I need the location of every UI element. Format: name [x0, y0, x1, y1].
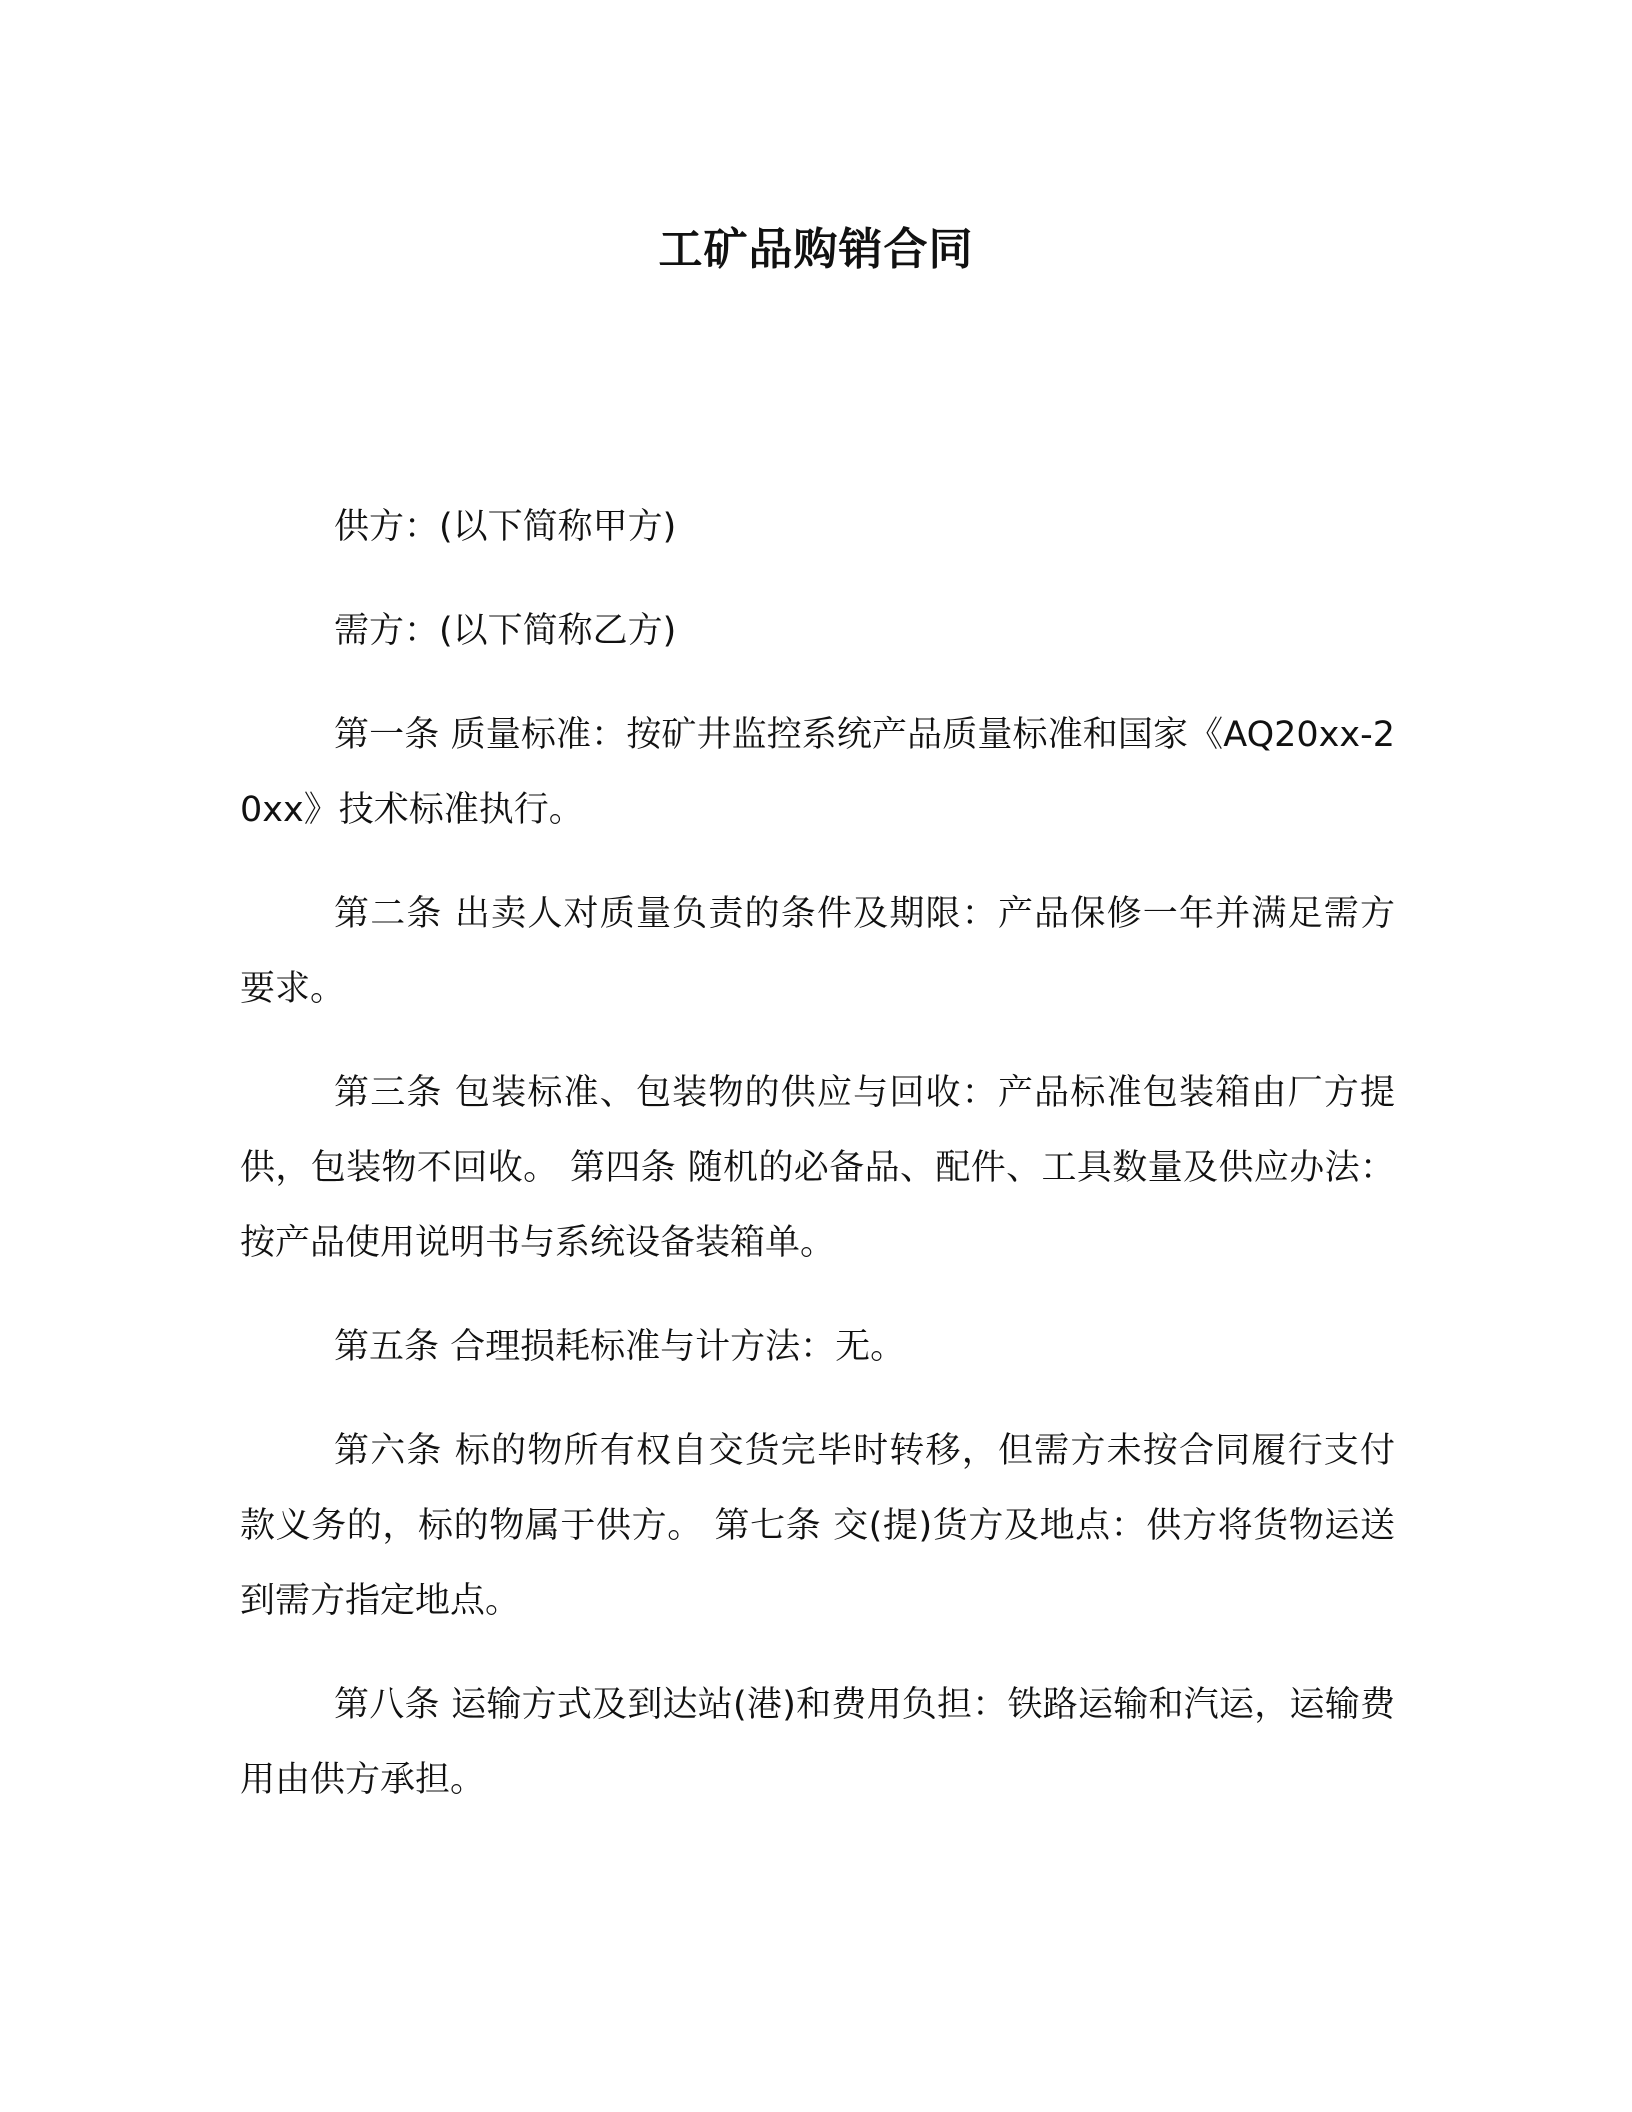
- article-5: 第五条 合理损耗标准与计方法：无。: [334, 1327, 906, 1367]
- article-2: 第二条 出卖人对质量负责的条件及期限：产品保修一年并满足需方要求。: [240, 894, 1395, 1009]
- buyer-line: 需方：(以下简称乙方): [334, 611, 677, 651]
- document-title: 工矿品购销合同: [658, 224, 974, 275]
- document-body: [240, 490, 1395, 1847]
- article-3-4: 第三条 包装标准、包装物的供应与回收：产品标准包装箱由厂方提供，包装物不回收。 第四条 随机的必备品、配件、工具数量及供应办法：按产品使用说明书与系统设备装箱单。: [240, 1073, 1395, 1263]
- supplier-line: 供方：(以下简称甲方): [334, 507, 677, 547]
- article-1: 第一条 质量标准：按矿井监控系统产品质量标准和国家《AQ20xx-20xx》技术标准执行。: [240, 715, 1395, 830]
- article-6-7: 第六条 标的物所有权自交货完毕时转移，但需方未按合同履行支付款义务的，标的物属于供方。 第七条 交(提)货方及地点：供方将货物运送到需方指定地点。: [240, 1431, 1395, 1621]
- article-8: 第八条 运输方式及到达站(港)和费用负担：铁路运输和汽运，运输费用由供方承担。: [240, 1685, 1395, 1800]
